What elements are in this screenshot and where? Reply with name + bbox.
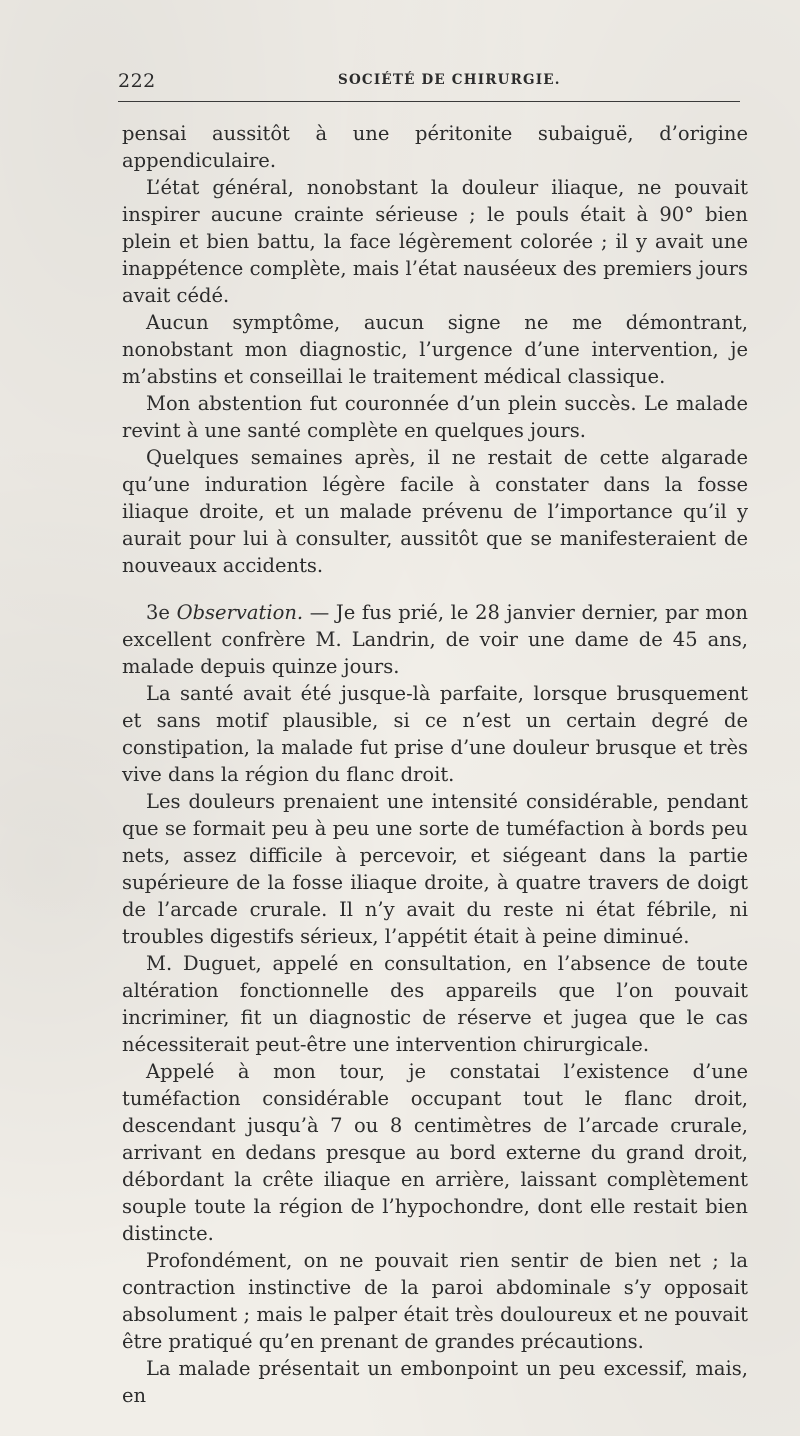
paragraph: La santé avait été jusque-là parfaite, lorsque brusquement et sans motif plausible, si ce n’est un certain degré de constipation, la malade fut prise d’une douleur brusque et très vive dans la région du flanc droit. <box>122 682 748 786</box>
page-header <box>118 70 738 94</box>
paragraph: pensai aussitôt à une péritonite subaiguë, d’origine appendiculaire. <box>122 122 748 172</box>
paragraph: Appelé à mon tour, je constatai l’existence d’une tuméfaction considérable occupant tout le flanc droit, descendant jusqu’à 7 ou 8 centimètres de l’arcade crurale, arrivant en dedans presque au bord externe du grand droit, débordant la crête iliaque en arrière, laissant complètement souple toute la région de l’hypochondre, dont elle restait bien distincte. <box>122 1060 748 1245</box>
paragraph: Quelques semaines après, il ne restait de cette algarade qu’une induration légère facile à constater dans la fosse iliaque droite, et un malade prévenu de l’importance qu’il y aurait pour lui à consulter, aussitôt que se manifesteraient de nouveaux accidents. <box>122 446 748 577</box>
paragraph: Aucun symptôme, aucun signe ne me démontrant, nonobstant mon diagnostic, l’urgence d’une intervention, je m’abstins et conseillai le traitement médical classique. <box>122 311 748 388</box>
running-head: SOCIÉTÉ DE CHIRURGIE. <box>338 72 561 88</box>
paragraph: La malade présentait un embonpoint un peu excessif, mais, en <box>122 1357 748 1407</box>
observation-paragraph <box>122 599 748 680</box>
body-text <box>122 120 748 1409</box>
header-rule <box>118 101 740 102</box>
paragraph: Mon abstention fut couronnée d’un plein succès. Le malade revint à une santé complète en quelques jours. <box>122 392 748 442</box>
observation-label: Observation. <box>176 601 304 624</box>
paragraph: M. Duguet, appelé en consultation, en l’absence de toute altération fonctionnelle des appareils que l’on pouvait incriminer, fit un diagnostic de réserve et jugea que le cas nécessiterait peut-être une intervention chirurgicale. <box>122 952 748 1056</box>
page-number: 222 <box>118 70 156 92</box>
paragraph: L’état général, nonobstant la douleur iliaque, ne pouvait inspirer aucune crainte sérieuse ; le pouls était à 90° bien plein et bien battu, la face légèrement colorée ; il y avait une inappétence complète, mais l’état nauséeux des premiers jours avait cédé. <box>122 176 748 307</box>
observation-number: 3e <box>146 601 170 624</box>
paragraph: Les douleurs prenaient une intensité considérable, pendant que se formait peu à peu une sorte de tuméfaction à bords peu nets, assez difficile à percevoir, et siégeant dans la partie supérieure de la fosse iliaque droite, à quatre travers de doigt de l’arcade crurale. Il n’y avait du reste ni état fébrile, ni troubles digestifs sérieux, l’appétit était à peine diminué. <box>122 790 748 948</box>
paragraph: Profondément, on ne pouvait rien sentir de bien net ; la contraction instinctive de la paroi abdominale s’y opposait absolument ; mais le palper était très douloureux et ne pouvait être pratiqué qu’en prenant de grandes précautions. <box>122 1249 748 1353</box>
observation-text: — Je fus prié, le 28 janvier dernier, par mon excellent confrère M. Landrin, de voir une dame de 45 ans, malade depuis quinze jours. <box>122 601 748 678</box>
